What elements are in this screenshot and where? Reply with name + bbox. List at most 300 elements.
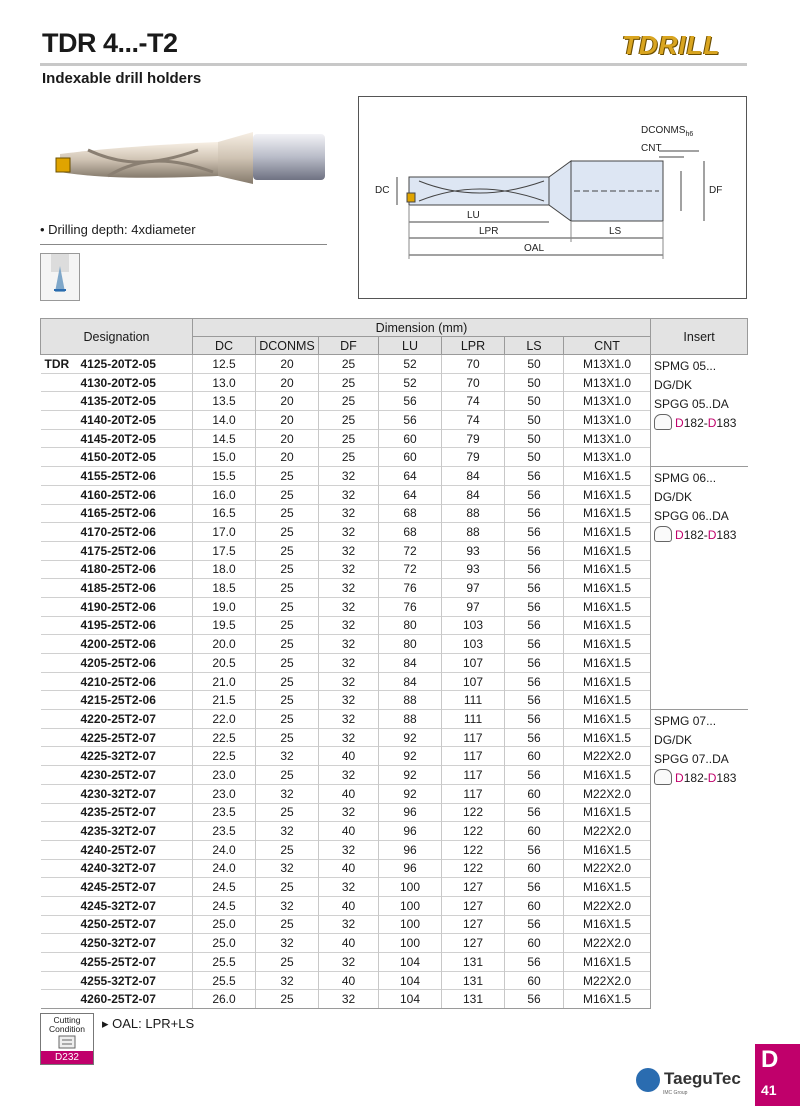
designation-code: 4240-32T2-07 <box>80 861 156 876</box>
page-number: 41 <box>761 1082 777 1098</box>
section-tab <box>755 1044 800 1106</box>
designation-cell <box>41 635 193 654</box>
dc-cell: 13.5 <box>193 392 256 411</box>
ls-cell: 56 <box>505 728 564 747</box>
designation-code: 4150-20T2-05 <box>80 450 156 465</box>
tdrill-logo: TDRILL <box>622 30 721 60</box>
designation-code: 4165-25T2-06 <box>80 506 156 521</box>
lu-cell: 104 <box>379 990 442 1009</box>
dc-cell: 21.0 <box>193 672 256 691</box>
dc-cell: 24.5 <box>193 896 256 915</box>
lu-cell: 100 <box>379 878 442 897</box>
dconms-cell: 25 <box>256 523 319 542</box>
designation-code: 4245-25T2-07 <box>80 880 156 895</box>
dconms-cell: 25 <box>256 990 319 1009</box>
df-cell: 40 <box>319 971 379 990</box>
lu-cell: 92 <box>379 747 442 766</box>
designation-code: 4175-25T2-06 <box>80 543 156 558</box>
lu-cell: 52 <box>379 373 442 392</box>
dconms-cell: 25 <box>256 672 319 691</box>
dimension-header: Dimension (mm) <box>193 319 651 337</box>
designation-cell <box>41 896 193 915</box>
table-row <box>41 429 748 448</box>
lpr-cell: 93 <box>442 541 505 560</box>
table-row <box>41 896 748 915</box>
designation-code: 4235-25T2-07 <box>80 805 156 820</box>
table-row <box>41 523 748 542</box>
designation-code: 4255-32T2-07 <box>80 973 156 988</box>
ls-cell: 56 <box>505 504 564 523</box>
lpr-cell: 111 <box>442 691 505 710</box>
df-label: DF <box>709 185 723 196</box>
lpr-cell: 127 <box>442 896 505 915</box>
df-cell: 32 <box>319 672 379 691</box>
spec-table-body <box>41 355 748 1009</box>
cnt-cell: M16X1.5 <box>564 616 651 635</box>
cnt-cell: M13X1.0 <box>564 392 651 411</box>
designation-code: 4195-25T2-06 <box>80 618 156 633</box>
table-row <box>41 616 748 635</box>
dconms-cell: 20 <box>256 448 319 467</box>
lpr-cell: 117 <box>442 728 505 747</box>
df-cell: 32 <box>319 635 379 654</box>
cnt-cell: M22X2.0 <box>564 859 651 878</box>
designation-cell <box>41 504 193 523</box>
dimension-diagram <box>358 96 747 299</box>
lu-cell: 52 <box>379 355 442 374</box>
lu-cell: 88 <box>379 710 442 729</box>
table-row <box>41 859 748 878</box>
ls-cell: 60 <box>505 859 564 878</box>
lu-cell: 100 <box>379 934 442 953</box>
designation-cell <box>41 710 193 729</box>
cnt-cell: M16X1.5 <box>564 766 651 785</box>
designation-cell <box>41 934 193 953</box>
ls-cell: 56 <box>505 654 564 673</box>
lpr-cell: 131 <box>442 971 505 990</box>
dconms-cell: 25 <box>256 467 319 486</box>
lu-cell: 92 <box>379 784 442 803</box>
dc-cell: 18.0 <box>193 560 256 579</box>
lpr-cell: 111 <box>442 710 505 729</box>
df-cell: 32 <box>319 840 379 859</box>
designation-cell <box>41 728 193 747</box>
dconms-cell: 25 <box>256 766 319 785</box>
dconms-cell: 25 <box>256 953 319 972</box>
ls-cell: 56 <box>505 710 564 729</box>
designation-cell <box>41 373 193 392</box>
ref-page-a: D182 <box>675 416 704 430</box>
lu-cell: 60 <box>379 448 442 467</box>
dconms-cell: 20 <box>256 392 319 411</box>
table-row <box>41 597 748 616</box>
designation-code: 4255-25T2-07 <box>80 954 156 969</box>
cnt-cell: M22X2.0 <box>564 934 651 953</box>
ls-cell: 60 <box>505 747 564 766</box>
insert-type-line: SPGG 07..DA <box>654 752 729 767</box>
dconms-cell: 25 <box>256 710 319 729</box>
df-cell: 40 <box>319 859 379 878</box>
ls-cell: 50 <box>505 429 564 448</box>
ls-cell: 50 <box>505 392 564 411</box>
lu-cell: 80 <box>379 616 442 635</box>
designation-cell <box>41 560 193 579</box>
designation-code: 4250-25T2-07 <box>80 917 156 932</box>
designation-code: 4140-20T2-05 <box>80 412 156 427</box>
cnt-cell: M22X2.0 <box>564 784 651 803</box>
dconms-cell: 32 <box>256 822 319 841</box>
oal-label: OAL <box>524 243 545 254</box>
drilling-depth-note: • Drilling depth: 4xdiameter <box>40 222 196 237</box>
df-cell: 40 <box>319 934 379 953</box>
taegutec-logo-icon <box>636 1068 660 1092</box>
dc-cell: 14.0 <box>193 411 256 430</box>
ls-cell: 56 <box>505 990 564 1009</box>
ls-cell: 56 <box>505 485 564 504</box>
lpr-label: LPR <box>479 226 499 237</box>
designation-code: 4230-25T2-07 <box>80 767 156 782</box>
df-cell: 40 <box>319 784 379 803</box>
ls-cell: 50 <box>505 355 564 374</box>
ls-cell: 60 <box>505 784 564 803</box>
lu-cell: 88 <box>379 691 442 710</box>
designation-code: 4250-32T2-07 <box>80 936 156 951</box>
designation-cell <box>41 654 193 673</box>
ref-separator: - <box>703 771 708 786</box>
insert-page-ref[interactable] <box>654 414 748 433</box>
df-cell: 25 <box>319 355 379 374</box>
lpr-cell: 122 <box>442 822 505 841</box>
insert-page-ref[interactable] <box>654 769 748 788</box>
cnt-cell: M13X1.0 <box>564 373 651 392</box>
lpr-cell: 74 <box>442 392 505 411</box>
ref-page-b: D183 <box>707 416 737 430</box>
df-cell: 32 <box>319 915 379 934</box>
lpr-cell: 117 <box>442 747 505 766</box>
table-row <box>41 710 748 729</box>
cnt-label: CNT <box>641 143 662 154</box>
col-header-lu: LU <box>379 337 442 355</box>
table-row <box>41 672 748 691</box>
dc-cell: 23.0 <box>193 784 256 803</box>
cnt-cell: M16X1.5 <box>564 710 651 729</box>
designation-cell <box>41 467 193 486</box>
ref-page-b: D183 <box>707 528 737 543</box>
cnt-cell: M22X2.0 <box>564 896 651 915</box>
lu-cell: 60 <box>379 429 442 448</box>
lu-cell: 104 <box>379 953 442 972</box>
designation-code: 4225-25T2-07 <box>80 730 156 745</box>
table-row <box>41 971 748 990</box>
designation-cell <box>41 784 193 803</box>
lpr-cell: 117 <box>442 766 505 785</box>
dc-cell: 16.0 <box>193 485 256 504</box>
lpr-cell: 70 <box>442 355 505 374</box>
cnt-cell: M16X1.5 <box>564 504 651 523</box>
dconms-cell: 32 <box>256 784 319 803</box>
designation-code: 4205-25T2-06 <box>80 655 156 670</box>
cnt-cell: M22X2.0 <box>564 822 651 841</box>
designation-code: 4185-25T2-06 <box>80 581 156 596</box>
cnt-cell: M22X2.0 <box>564 747 651 766</box>
ls-cell: 56 <box>505 541 564 560</box>
dc-cell: 20.5 <box>193 654 256 673</box>
dc-cell: 24.5 <box>193 878 256 897</box>
designation-cell <box>41 803 193 822</box>
designation-code: 4235-32T2-07 <box>80 824 156 839</box>
lpr-cell: 74 <box>442 411 505 430</box>
designation-code: 4155-25T2-06 <box>80 468 156 483</box>
lpr-cell: 88 <box>442 504 505 523</box>
cutting-condition-label: Cutting Condition <box>49 1015 85 1034</box>
dconms-cell: 25 <box>256 635 319 654</box>
designation-cell <box>41 747 193 766</box>
ls-cell: 56 <box>505 579 564 598</box>
designation-code: 4260-25T2-07 <box>80 992 156 1007</box>
dconms-cell: 25 <box>256 691 319 710</box>
dc-cell: 23.5 <box>193 822 256 841</box>
cnt-cell: M16X1.5 <box>564 691 651 710</box>
lpr-cell: 127 <box>442 915 505 934</box>
lu-cell: 96 <box>379 803 442 822</box>
dc-cell: 24.0 <box>193 840 256 859</box>
lpr-cell: 79 <box>442 429 505 448</box>
lu-cell: 72 <box>379 560 442 579</box>
cnt-cell: M16X1.5 <box>564 990 651 1009</box>
designation-cell <box>41 429 193 448</box>
df-cell: 32 <box>319 953 379 972</box>
designation-cell <box>41 597 193 616</box>
table-row <box>41 448 748 467</box>
df-cell: 25 <box>319 429 379 448</box>
cnt-cell: M16X1.5 <box>564 840 651 859</box>
lpr-cell: 122 <box>442 803 505 822</box>
dc-cell: 14.5 <box>193 429 256 448</box>
col-header-dc: DC <box>193 337 256 355</box>
book-icon <box>654 414 672 430</box>
table-row <box>41 747 748 766</box>
ls-cell: 60 <box>505 934 564 953</box>
dconms-cell: 20 <box>256 355 319 374</box>
lu-label: LU <box>467 210 480 221</box>
cnt-cell: M16X1.5 <box>564 560 651 579</box>
ref-page-a: D182 <box>675 528 704 543</box>
lpr-cell: 97 <box>442 597 505 616</box>
dc-cell: 25.0 <box>193 934 256 953</box>
ref-separator: - <box>703 416 708 430</box>
designation-code: 4210-25T2-06 <box>80 674 156 689</box>
df-cell: 32 <box>319 728 379 747</box>
dconms-cell: 25 <box>256 803 319 822</box>
cnt-cell: M22X2.0 <box>564 971 651 990</box>
table-row <box>41 766 748 785</box>
dc-cell: 25.5 <box>193 953 256 972</box>
brand-subtitle: IMC Group <box>663 1090 688 1096</box>
df-cell: 32 <box>319 485 379 504</box>
dconms-cell: 25 <box>256 504 319 523</box>
cnt-cell: M16X1.5 <box>564 915 651 934</box>
dc-cell: 22.0 <box>193 710 256 729</box>
dc-cell: 21.5 <box>193 691 256 710</box>
designation-prefix: TDR <box>44 356 70 371</box>
col-header-lpr: LPR <box>442 337 505 355</box>
dc-label: DC <box>375 185 390 196</box>
lpr-cell: 88 <box>442 523 505 542</box>
lu-cell: 76 <box>379 579 442 598</box>
table-row <box>41 485 748 504</box>
dconms-cell: 25 <box>256 878 319 897</box>
lu-cell: 64 <box>379 467 442 486</box>
insert-type-line: DG/DK <box>654 378 693 392</box>
dc-cell: 12.5 <box>193 355 256 374</box>
lu-cell: 104 <box>379 971 442 990</box>
insert-type-line: DG/DK <box>654 490 693 505</box>
cnt-cell: M16X1.5 <box>564 467 651 486</box>
lu-cell: 68 <box>379 523 442 542</box>
dc-cell: 16.5 <box>193 504 256 523</box>
df-cell: 25 <box>319 373 379 392</box>
dconms-label: $DCONMS_{h6}$ <box>641 125 694 138</box>
df-cell: 25 <box>319 392 379 411</box>
df-cell: 32 <box>319 654 379 673</box>
lpr-cell: 127 <box>442 934 505 953</box>
lu-cell: 96 <box>379 859 442 878</box>
insert-type-line: SPMG 06... <box>654 471 717 486</box>
dc-cell: 18.5 <box>193 579 256 598</box>
ls-cell: 56 <box>505 560 564 579</box>
designation-cell <box>41 766 193 785</box>
insert-page-ref[interactable] <box>654 526 748 545</box>
cutting-condition-badge <box>40 1013 94 1065</box>
oal-note: ▸ OAL: LPR+LS <box>102 1016 195 1031</box>
table-row <box>41 840 748 859</box>
ls-cell: 56 <box>505 878 564 897</box>
designation-cell <box>41 392 193 411</box>
dconms-cell: 25 <box>256 560 319 579</box>
dc-cell: 23.0 <box>193 766 256 785</box>
dc-cell: 17.5 <box>193 541 256 560</box>
dc-cell: 24.0 <box>193 859 256 878</box>
dconms-cell: 32 <box>256 896 319 915</box>
cnt-cell: M13X1.0 <box>564 411 651 430</box>
designation-cell <box>41 411 193 430</box>
designation-code: 4135-20T2-05 <box>80 394 156 409</box>
dc-cell: 17.0 <box>193 523 256 542</box>
designation-code: 4215-25T2-06 <box>80 693 156 708</box>
lu-cell: 92 <box>379 728 442 747</box>
insert-type-line: SPGG 06..DA <box>654 509 729 524</box>
dconms-cell: 25 <box>256 728 319 747</box>
designation-code: 4145-20T2-05 <box>80 431 156 446</box>
cnt-cell: M13X1.0 <box>564 429 651 448</box>
lu-cell: 56 <box>379 411 442 430</box>
df-cell: 32 <box>319 803 379 822</box>
designation-cell <box>41 448 193 467</box>
brand-name: TaeguTec <box>664 1069 741 1088</box>
lpr-cell: 127 <box>442 878 505 897</box>
lpr-cell: 84 <box>442 467 505 486</box>
cnt-cell: M16X1.5 <box>564 672 651 691</box>
designation-cell <box>41 616 193 635</box>
designation-code: 4125-20T2-05 <box>80 356 156 371</box>
lu-cell: 92 <box>379 766 442 785</box>
lpr-cell: 131 <box>442 953 505 972</box>
dconms-cell: 20 <box>256 373 319 392</box>
table-row <box>41 784 748 803</box>
table-row <box>41 355 748 374</box>
dc-cell: 26.0 <box>193 990 256 1009</box>
ls-cell: 56 <box>505 635 564 654</box>
lu-cell: 100 <box>379 896 442 915</box>
dc-cell: 13.0 <box>193 373 256 392</box>
drill-photo <box>48 128 333 198</box>
table-row <box>41 635 748 654</box>
df-cell: 32 <box>319 560 379 579</box>
table-row <box>41 990 748 1009</box>
lu-cell: 68 <box>379 504 442 523</box>
title-divider <box>40 63 747 66</box>
designation-code: 4225-32T2-07 <box>80 749 156 764</box>
df-cell: 25 <box>319 411 379 430</box>
section-letter: D <box>761 1046 779 1073</box>
col-header-dconms: DCONMS <box>256 337 319 355</box>
cnt-cell: M16X1.5 <box>564 485 651 504</box>
lpr-cell: 93 <box>442 560 505 579</box>
dconms-cell: 25 <box>256 915 319 934</box>
lpr-cell: 122 <box>442 859 505 878</box>
dconms-cell: 25 <box>256 597 319 616</box>
df-cell: 32 <box>319 878 379 897</box>
col-header-df: DF <box>319 337 379 355</box>
ls-cell: 56 <box>505 766 564 785</box>
designation-cell <box>41 541 193 560</box>
insert-type-line: SPGG 05..DA <box>654 397 729 411</box>
ls-cell: 56 <box>505 616 564 635</box>
designation-code: 4160-25T2-06 <box>80 487 156 502</box>
lu-cell: 96 <box>379 822 442 841</box>
ls-cell: 56 <box>505 597 564 616</box>
df-cell: 40 <box>319 822 379 841</box>
table-row <box>41 654 748 673</box>
lpr-cell: 70 <box>442 373 505 392</box>
df-cell: 32 <box>319 523 379 542</box>
cnt-cell: M16X1.5 <box>564 803 651 822</box>
cnt-cell: M16X1.5 <box>564 728 651 747</box>
book-icon <box>654 769 672 785</box>
df-cell: 32 <box>319 467 379 486</box>
cnt-cell: M13X1.0 <box>564 448 651 467</box>
feature-divider <box>40 244 327 245</box>
ls-cell: 60 <box>505 896 564 915</box>
df-cell: 32 <box>319 990 379 1009</box>
df-cell: 40 <box>319 896 379 915</box>
lu-cell: 56 <box>379 392 442 411</box>
ls-cell: 56 <box>505 672 564 691</box>
lu-cell: 64 <box>379 485 442 504</box>
book-icon <box>654 526 672 542</box>
lpr-cell: 97 <box>442 579 505 598</box>
dconms-cell: 32 <box>256 747 319 766</box>
table-row <box>41 541 748 560</box>
dc-cell: 20.0 <box>193 635 256 654</box>
dconms-cell: 20 <box>256 429 319 448</box>
dconms-cell: 20 <box>256 411 319 430</box>
cnt-cell: M16X1.5 <box>564 635 651 654</box>
lu-cell: 96 <box>379 840 442 859</box>
ref-page-a: D182 <box>675 771 704 786</box>
df-cell: 32 <box>319 541 379 560</box>
designation-code: 4190-25T2-06 <box>80 599 156 614</box>
